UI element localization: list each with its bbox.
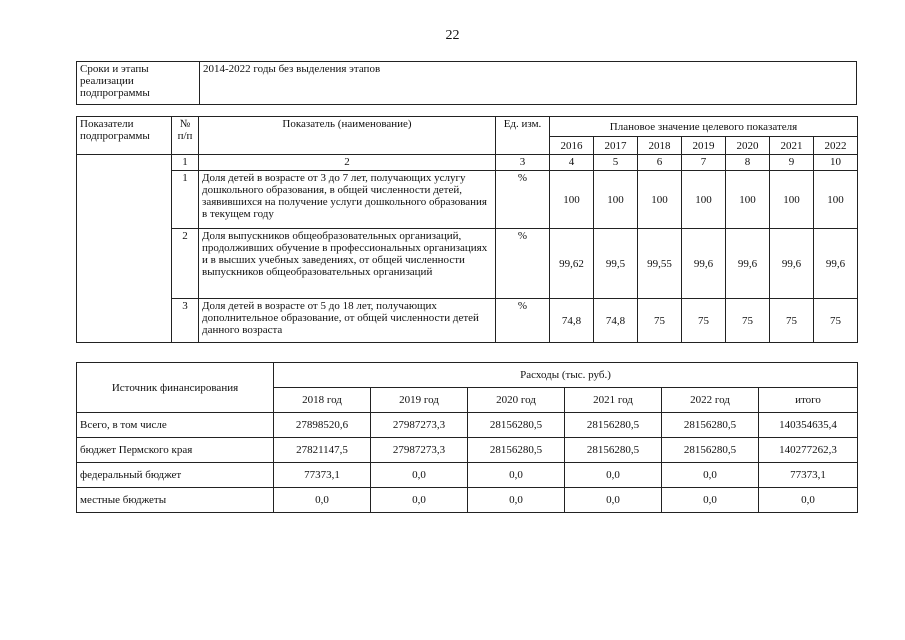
indicator-value: 100: [814, 171, 858, 229]
column-number: 9: [770, 155, 814, 171]
indicator-value: 100: [594, 171, 638, 229]
indicator-name: Доля выпускников общеобразовательных организаций, продолживших обучение в профессиональных организациях и в высших учебных заведениях, от общей численности выпускников общеобразовательных организаций: [199, 229, 496, 299]
terms-value: 2014-2022 годы без выделения этапов: [200, 62, 857, 105]
finance-row-label: местные бюджеты: [77, 488, 274, 513]
year-header: 2021: [770, 137, 814, 155]
indicator-value: 75: [682, 299, 726, 343]
indicator-value: 99,5: [594, 229, 638, 299]
finance-value: 27987273,3: [371, 413, 468, 438]
indicator-value: 100: [682, 171, 726, 229]
column-numbers-row: [77, 155, 858, 171]
page-number: 22: [445, 28, 460, 43]
name-header: Показатель (наименование): [199, 117, 496, 155]
finance-value: 77373,1: [274, 463, 371, 488]
indicator-value: 99,6: [814, 229, 858, 299]
finance-value: 28156280,5: [468, 413, 565, 438]
year-header: 2018: [638, 137, 682, 155]
finance-value: 28156280,5: [662, 413, 759, 438]
finance-value: 0,0: [274, 488, 371, 513]
indicators-section-header: Показатели подпрограммы: [77, 117, 172, 155]
indicator-value: 74,8: [550, 299, 594, 343]
column-number: 7: [682, 155, 726, 171]
table-row: [77, 438, 858, 463]
unit-header: Ед. изм.: [496, 117, 550, 155]
indicator-unit: %: [496, 299, 550, 343]
finance-table: [76, 362, 858, 513]
indicator-value: 75: [770, 299, 814, 343]
indicator-value: 99,6: [682, 229, 726, 299]
table-row: [77, 413, 858, 438]
finance-value: 0,0: [371, 488, 468, 513]
num-header: № п/п: [172, 117, 199, 155]
indicator-value: 75: [638, 299, 682, 343]
plan-header: Плановое значение целевого показателя: [550, 117, 858, 137]
finance-value: 0,0: [468, 488, 565, 513]
finance-col-header: 2022 год: [662, 388, 759, 413]
finance-value: 28156280,5: [468, 438, 565, 463]
indicator-value: 74,8: [594, 299, 638, 343]
empty-cell: [77, 229, 172, 299]
table-row: [77, 171, 858, 229]
finance-col-header: 2018 год: [274, 388, 371, 413]
source-header: Источник финансирования: [77, 363, 274, 413]
finance-value: 140354635,4: [759, 413, 858, 438]
indicator-value: 100: [726, 171, 770, 229]
indicator-value: 99,62: [550, 229, 594, 299]
indicator-value: 100: [550, 171, 594, 229]
column-number: 4: [550, 155, 594, 171]
year-header: 2020: [726, 137, 770, 155]
column-number: 2: [199, 155, 496, 171]
row-number: 2: [172, 229, 199, 299]
column-number: 6: [638, 155, 682, 171]
year-header: 2019: [682, 137, 726, 155]
column-number: 10: [814, 155, 858, 171]
year-header: 2016: [550, 137, 594, 155]
terms-table: [76, 61, 857, 105]
finance-value: 0,0: [662, 488, 759, 513]
empty-cell: [77, 171, 172, 229]
finance-value: 0,0: [371, 463, 468, 488]
row-number: 3: [172, 299, 199, 343]
indicator-value: 99,55: [638, 229, 682, 299]
finance-value: 28156280,5: [565, 438, 662, 463]
column-number: 1: [172, 155, 199, 171]
finance-value: 0,0: [565, 463, 662, 488]
indicators-table: [76, 116, 858, 343]
row-number: 1: [172, 171, 199, 229]
finance-value: 27821147,5: [274, 438, 371, 463]
finance-value: 27987273,3: [371, 438, 468, 463]
indicator-value: 99,6: [726, 229, 770, 299]
column-number: 3: [496, 155, 550, 171]
finance-value: 77373,1: [759, 463, 858, 488]
indicator-name: Доля детей в возрасте от 3 до 7 лет, получающих услугу дошкольного образования, в общей численности детей, заявившихся на получение услуги дошкольного образования в текущем году: [199, 171, 496, 229]
indicator-unit: %: [496, 171, 550, 229]
finance-col-header: 2021 год: [565, 388, 662, 413]
finance-col-header: итого: [759, 388, 858, 413]
finance-value: 0,0: [759, 488, 858, 513]
finance-col-header: 2019 год: [371, 388, 468, 413]
indicator-value: 75: [726, 299, 770, 343]
finance-row-label: бюджет Пермского края: [77, 438, 274, 463]
terms-label: Сроки и этапы реализации подпрограммы: [77, 62, 200, 105]
finance-value: 28156280,5: [565, 413, 662, 438]
table-row: [77, 463, 858, 488]
finance-value: 140277262,3: [759, 438, 858, 463]
finance-value: 0,0: [468, 463, 565, 488]
indicator-value: 99,6: [770, 229, 814, 299]
indicator-value: 75: [814, 299, 858, 343]
finance-value: 27898520,6: [274, 413, 371, 438]
year-header: 2022: [814, 137, 858, 155]
finance-row-label: федеральный бюджет: [77, 463, 274, 488]
indicator-value: 100: [638, 171, 682, 229]
empty-cell: [77, 155, 172, 171]
finance-col-header: 2020 год: [468, 388, 565, 413]
terms-row: [77, 62, 857, 105]
finance-value: 28156280,5: [662, 438, 759, 463]
expenses-header: Расходы (тыс. руб.): [274, 363, 858, 388]
finance-value: 0,0: [565, 488, 662, 513]
finance-row-label: Всего, в том числе: [77, 413, 274, 438]
column-number: 8: [726, 155, 770, 171]
finance-value: 0,0: [662, 463, 759, 488]
indicator-unit: %: [496, 229, 550, 299]
indicator-value: 100: [770, 171, 814, 229]
year-header: 2017: [594, 137, 638, 155]
table-row: [77, 229, 858, 299]
table-row: [77, 488, 858, 513]
empty-cell: [77, 299, 172, 343]
table-row: [77, 299, 858, 343]
indicator-name: Доля детей в возрасте от 5 до 18 лет, получающих дополнительное образование, от общей численности детей данного возраста: [199, 299, 496, 343]
column-number: 5: [594, 155, 638, 171]
